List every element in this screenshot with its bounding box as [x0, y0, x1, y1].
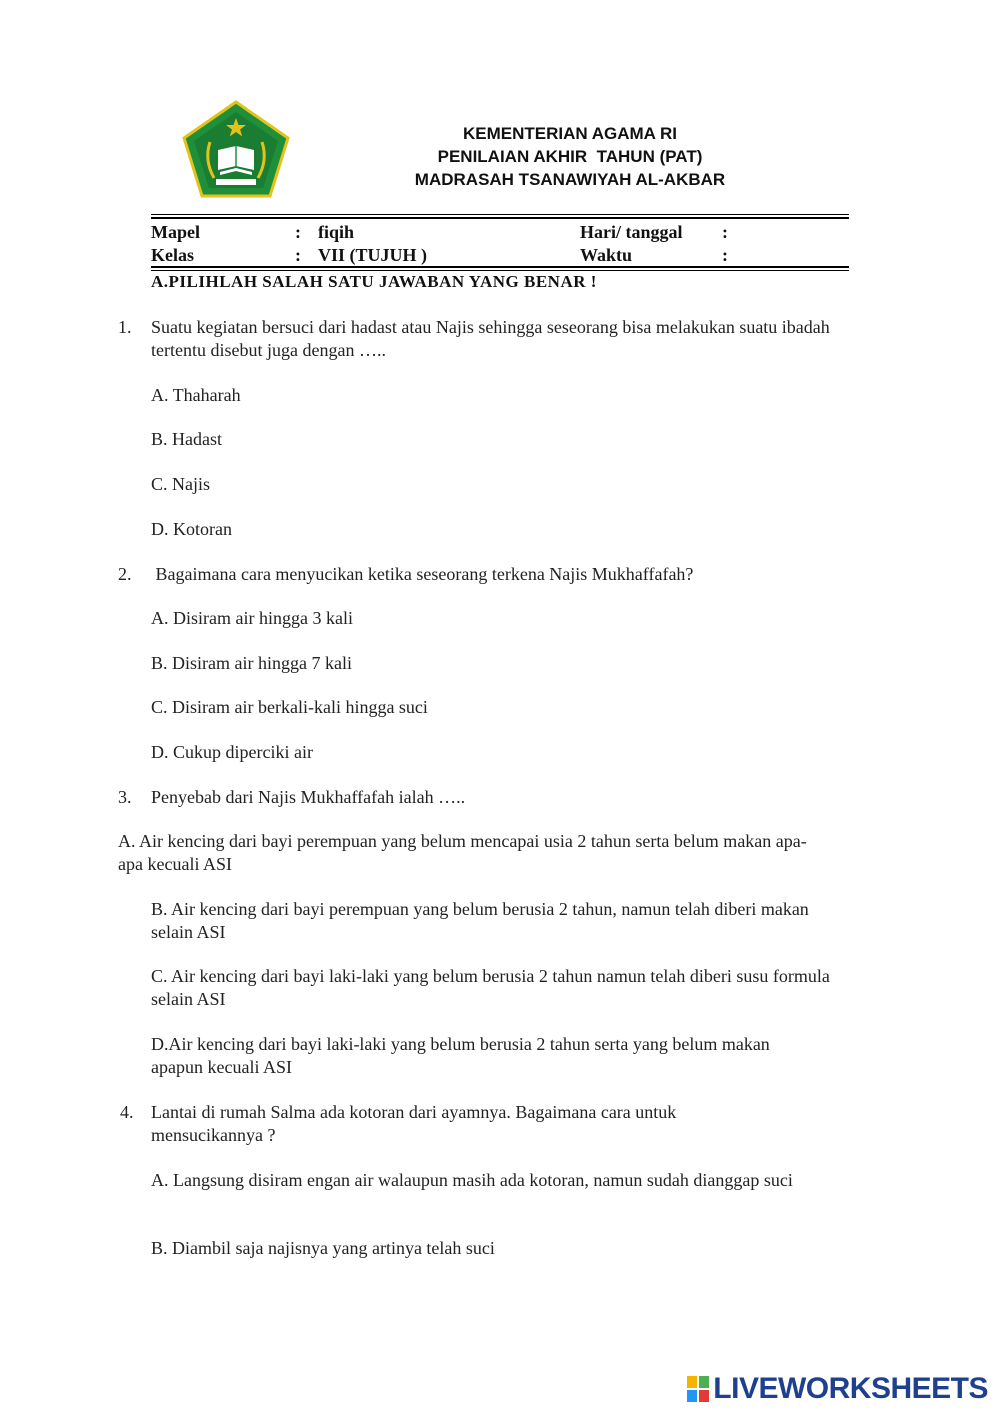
option-d: D. Cukup diperciki air: [151, 742, 313, 762]
header-school-name: MADRASAH TSANAWIYAH AL-AKBAR: [414, 170, 726, 189]
mapel-value: fiqih: [318, 222, 355, 242]
info-rule-bottom-thick: [151, 266, 849, 268]
liveworksheets-text: LIVEWORKSHEETS: [713, 1372, 988, 1405]
option-a: A. Disiram air hingga 3 kali: [151, 608, 353, 628]
question-number: 3.: [118, 787, 132, 807]
question-number: 4.: [120, 1102, 134, 1122]
header-exam-title: PENILAIAN AKHIR TAHUN (PAT): [437, 147, 703, 166]
question-number: 1.: [118, 317, 132, 337]
info-rule-bottom: [151, 270, 849, 271]
question-text: Bagaimana cara menyucikan ketika seseorang terkena Najis Mukhaffafah?: [151, 564, 694, 584]
kemenag-logo: [180, 100, 292, 200]
option-a: A. Thaharah: [151, 385, 241, 405]
option-c: C. Air kencing dari bayi laki-laki yang belum berusia 2 tahun namun telah diberi susu formula selain ASI: [151, 966, 830, 1009]
option-c: C. Disiram air berkali-kali hingga suci: [151, 697, 428, 717]
option-a: A. Air kencing dari bayi perempuan yang belum mencapai usia 2 tahun serta belum makan apa-apa kecuali ASI: [118, 831, 807, 874]
hari-tanggal-label: Hari/ tanggal: [580, 222, 683, 242]
mapel-colon: :: [295, 222, 301, 242]
option-a: A. Langsung disiram engan air walaupun masih ada kotoran, namun sudah dianggap suci: [151, 1170, 793, 1190]
option-d: D.Air kencing dari bayi laki-laki yang belum berusia 2 tahun serta yang belum makan apapun kecuali ASI: [151, 1034, 770, 1077]
question-number: 2.: [118, 564, 132, 584]
kelas-value: VII (TUJUH ): [318, 245, 428, 265]
kelas-colon: :: [295, 245, 301, 265]
kelas-label: Kelas: [151, 245, 194, 265]
option-b: B. Disiram air hingga 7 kali: [151, 653, 352, 673]
mapel-label: Mapel: [151, 222, 200, 242]
question-text: Suatu kegiatan bersuci dari hadast atau Najis sehingga seseorang bisa melakukan suatu ibadah tertentu disebut juga dengan …..: [151, 317, 830, 360]
option-b: B. Air kencing dari bayi perempuan yang belum berusia 2 tahun, namun telah diberi makan selain ASI: [151, 899, 809, 942]
hari-tanggal-colon: :: [722, 222, 728, 242]
option-c: C. Najis: [151, 474, 211, 494]
waktu-label: Waktu: [580, 245, 633, 265]
header-ministry: KEMENTERIAN AGAMA RI: [462, 124, 678, 143]
header-rule-top-thick: [151, 217, 849, 219]
document-header: [370, 122, 770, 191]
liveworksheets-logo-icon: [687, 1376, 709, 1402]
liveworksheets-brand: [687, 1372, 988, 1406]
section-instruction: A.PILIHLAH SALAH SATU JAWABAN YANG BENAR !: [151, 272, 597, 291]
header-rule-top: [151, 214, 849, 215]
question-text: Lantai di rumah Salma ada kotoran dari ayamnya. Bagaimana cara untuk mensucikannya ?: [151, 1102, 677, 1145]
question-text: Penyebab dari Najis Mukhaffafah ialah …..: [151, 787, 466, 807]
option-d: D. Kotoran: [151, 519, 232, 539]
waktu-colon: :: [722, 245, 728, 265]
option-b: B. Hadast: [151, 429, 222, 449]
option-b: B. Diambil saja najisnya yang artinya telah suci: [151, 1238, 495, 1258]
